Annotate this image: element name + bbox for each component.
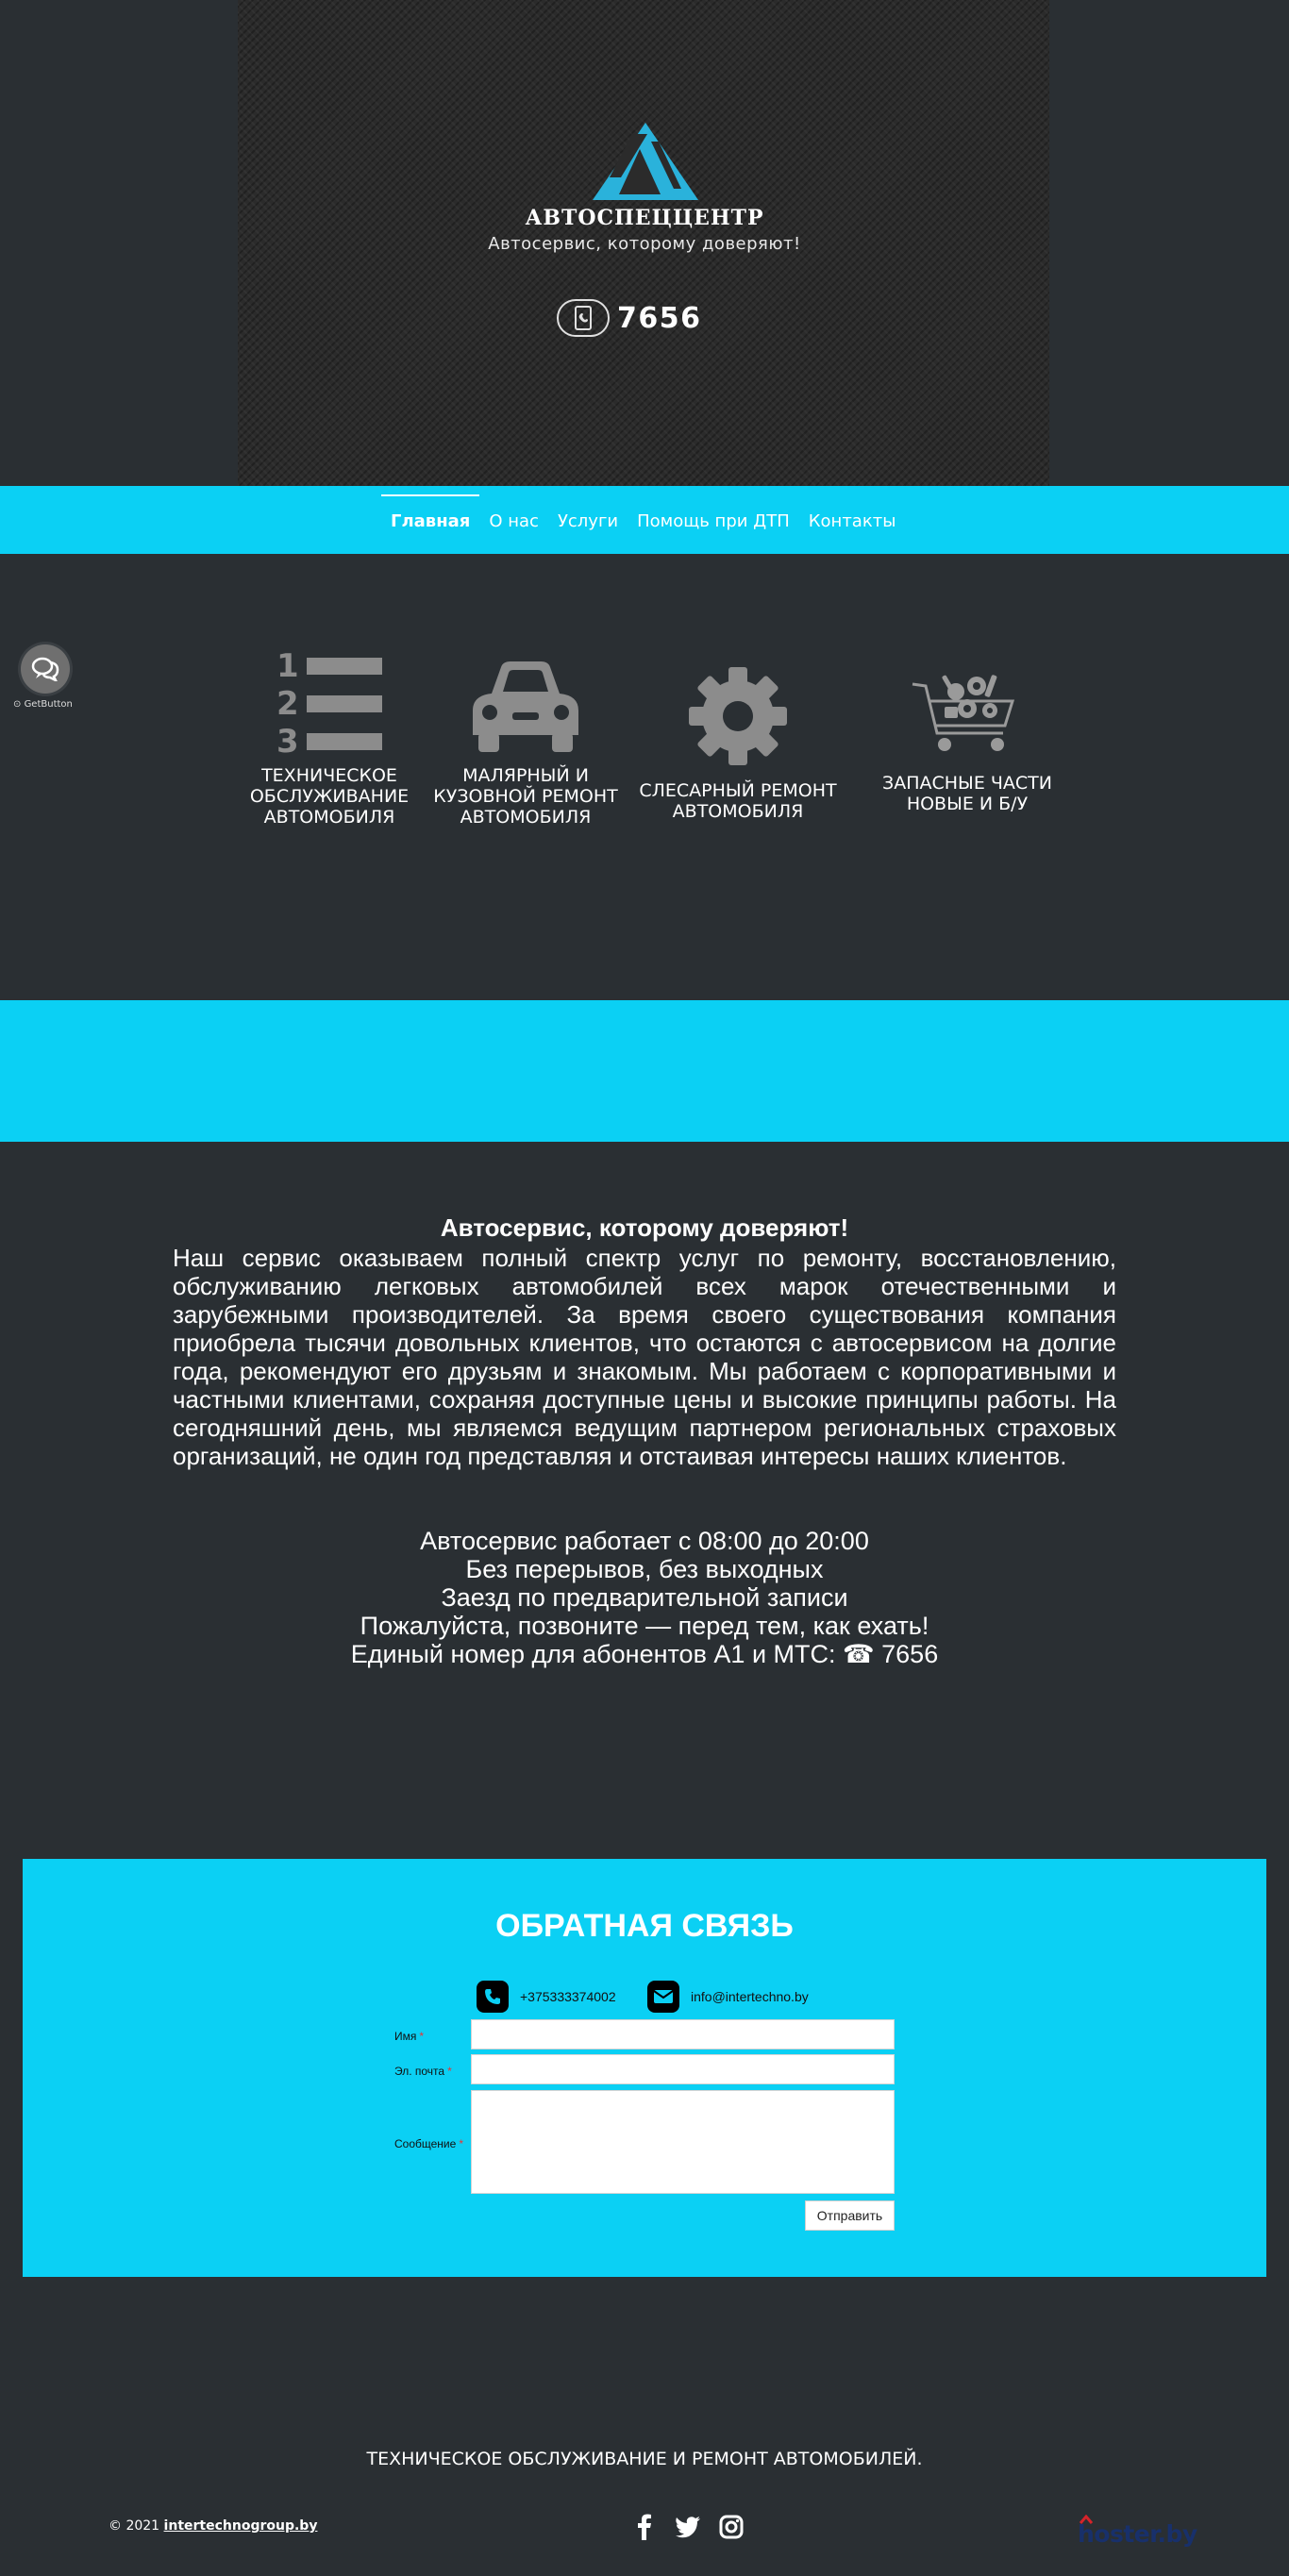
header-phone-number: 7656 <box>617 301 702 335</box>
chat-widget-button[interactable] <box>21 644 70 694</box>
nav-item-about[interactable]: О нас <box>489 510 539 531</box>
working-hours <box>0 1527 1289 1668</box>
copyright-text: © 2021 <box>109 2518 160 2534</box>
service-label-line: ТЕХНИЧЕСКОЕ <box>261 765 397 786</box>
services-section <box>0 554 1289 1000</box>
main-nav <box>0 486 1289 554</box>
numbered-list-icon <box>273 648 386 758</box>
nav-item-accident-help[interactable]: Помощь при ДТП <box>637 510 790 531</box>
copyright <box>109 2518 317 2534</box>
service-label-line: АВТОМОБИЛЯ <box>263 807 395 828</box>
service-label-line: КУЗОВНОЙ РЕМОНТ <box>433 786 618 807</box>
brand-name: АВТОСПЕЦЦЕНТР <box>525 206 764 230</box>
service-label-line: НОВЫЕ И Б/У <box>906 794 1029 814</box>
about-text: Наш сервис оказываем полный спектр услуг по ремонту, восстановлению, обслуживанию легковых автомобилей всех марок отечественными и зарубежными производителей. За время своего существования компания приобрела тысячи довольных клиентов, что остаются с автосервисом на долгие года, рекомендуют его друзьям и знакомым. Мы работаем с корпоративными и частными клиентами, сохраняя доступные цены и высокие принципы работы. На сегодняшний день, мы являемся ведущим партнером региональных страховых организаций, не один год представляя и отстаивая интересы наших клиентов. <box>173 1244 1116 1470</box>
brand-logo-icon[interactable] <box>591 121 700 202</box>
service-label-line: ОБСЛУЖИВАНИЕ <box>249 786 410 807</box>
service-maintenance[interactable] <box>226 648 433 828</box>
feedback-phone-text: +375333374002 <box>520 1989 616 2004</box>
hours-line[interactable]: Единый номер для абонентов А1 и МТС: ☎ 7656 <box>350 1640 939 1668</box>
footer-tagline: ТЕХНИЧЕСКОЕ ОБСЛУЖИВАНИЕ И РЕМОНТ АВТОМОБИЛЕЙ. <box>366 2449 923 2469</box>
svg-text:2: 2 <box>276 685 299 723</box>
hours-line: Заезд по предварительной записи <box>441 1583 848 1612</box>
instagram-icon[interactable] <box>717 2513 745 2541</box>
message-field[interactable] <box>471 2090 895 2194</box>
email-label: Эл. почта * <box>394 2065 452 2078</box>
feedback-section <box>23 1859 1266 2277</box>
feedback-phone[interactable] <box>477 1980 616 2014</box>
gear-icon <box>689 667 787 765</box>
nav-item-contacts[interactable]: Контакты <box>808 510 896 531</box>
nav-item-home[interactable]: Главная <box>391 506 470 535</box>
about-title: Автосервис, которому доверяют! <box>440 1213 849 1242</box>
message-label: Сообщение * <box>394 2137 463 2150</box>
service-label-line: МАЛЯРНЫЙ И <box>462 765 589 786</box>
svg-text:1: 1 <box>276 648 299 685</box>
twitter-icon[interactable] <box>674 2513 702 2541</box>
service-label-line: АВТОМОБИЛЯ <box>460 807 592 828</box>
about-section <box>0 1142 1289 1859</box>
nav-item-services[interactable]: Услуги <box>557 510 619 531</box>
feedback-email-text: info@intertechno.by <box>691 1989 809 2004</box>
phone-icon <box>557 299 610 337</box>
brand-tagline: Автосервис, которому доверяют! <box>488 234 801 254</box>
name-label: Имя * <box>394 2030 425 2043</box>
hours-line: Автосервис работает с 08:00 до 20:00 <box>420 1527 869 1555</box>
facebook-icon[interactable] <box>630 2513 659 2541</box>
service-label-line: АВТОМОБИЛЯ <box>672 801 804 822</box>
hours-line: Пожалуйста, позвоните — перед тем, как ехать! <box>360 1612 929 1640</box>
service-mechanical-repair[interactable] <box>634 667 842 822</box>
email-field[interactable] <box>471 2054 895 2084</box>
header-phone[interactable] <box>557 298 702 338</box>
name-field[interactable] <box>471 2019 895 2049</box>
parts-cart-icon <box>909 671 1026 758</box>
hoster-logo-text: hoster.by <box>1078 2520 1197 2548</box>
service-spare-parts[interactable] <box>863 671 1071 814</box>
service-label-line: СЛЕСАРНЫЙ РЕМОНТ <box>639 780 837 801</box>
hoster-logo[interactable] <box>1074 2509 1197 2548</box>
chat-bubbles-icon <box>31 657 59 681</box>
svg-text:3: 3 <box>276 723 299 758</box>
chat-widget-label: ⊙ GetButton <box>13 699 73 710</box>
social-links <box>630 2513 761 2541</box>
envelope-icon <box>647 1981 679 2013</box>
car-icon <box>467 656 584 758</box>
submit-button[interactable]: Отправить <box>805 2200 895 2231</box>
header <box>0 0 1289 486</box>
feedback-title: ОБРАТНАЯ СВЯЗЬ <box>495 1908 794 1944</box>
hours-line: Без перерывов, без выходных <box>465 1555 824 1583</box>
nav-list <box>391 486 914 554</box>
feedback-email[interactable] <box>647 1980 809 2014</box>
service-label-line: ЗАПАСНЫЕ ЧАСТИ <box>882 773 1052 794</box>
phone-icon <box>477 1981 509 2013</box>
service-body-repair[interactable] <box>422 656 629 828</box>
accent-band <box>0 1000 1289 1142</box>
footer <box>0 2277 1289 2576</box>
company-link[interactable]: intertechnogroup.by <box>163 2518 318 2534</box>
